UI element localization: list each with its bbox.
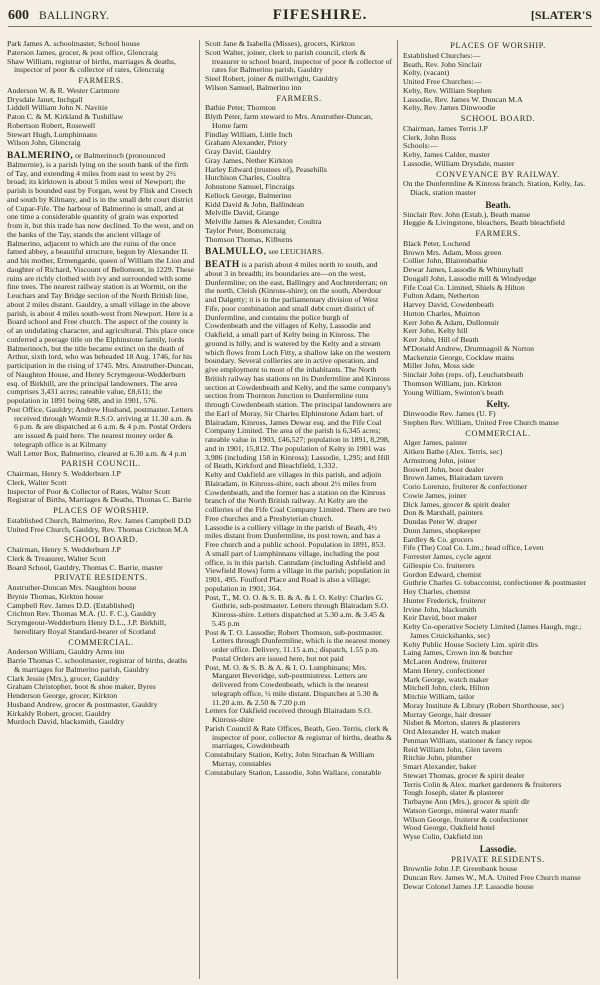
list-item: Board School, Gauldry, Thomas C. Barrie, master: [7, 562, 163, 572]
list-item: Kirkaldy Robert, grocer, Gauldry: [7, 708, 111, 718]
list-item: Mann Henry, confectioner: [403, 665, 485, 675]
list-item: M'Donald Andrew, Drumnagoil & Norton: [403, 343, 535, 353]
place-name: BEATH: [205, 260, 240, 270]
list-item: Brown Mrs. Adam, Moss green: [403, 247, 502, 257]
list-item: Thomson Thomas, Kilburns: [205, 234, 293, 244]
list-item: Park James A. schoolmaster, School house: [7, 40, 140, 48]
list-item: Robertson Robert, Rosewell: [7, 120, 96, 130]
place-name: BALMULLO,: [205, 247, 267, 258]
list-item: Dinwoodie Rev. James (U. F): [403, 409, 496, 418]
section-heading: PLACES OF WORSHIP.: [450, 41, 546, 50]
list-item: Corio Lorenzo, fruiterer & confectioner: [403, 482, 528, 491]
list-item: Terris Colin & Alex. market gardeners & fruiterers: [403, 779, 562, 789]
list-item: Kidd David & John, Ballindean: [205, 199, 304, 209]
list-item: Reid William John, Glen tavern: [403, 744, 502, 754]
worship-list: [403, 52, 593, 113]
list-item: Thomson William, jun. Kirkton: [403, 378, 502, 388]
list-item: Findlay William, Little Inch: [205, 129, 293, 139]
list-item: Gillespie Co. fruiterers: [403, 560, 475, 570]
worship-list: [7, 517, 195, 535]
balmullo-cross-reference: [205, 248, 393, 257]
list-item: Gray David, Gauldry: [205, 147, 272, 156]
list-item: Clerk, Walter Scott: [7, 477, 67, 487]
list-item: Husband Andrew, grocer & postmaster, Gauldry: [7, 699, 158, 709]
list-item: Harley Edward (trustees of), Peasehills: [205, 164, 327, 174]
list-item: McLaren Andrew, fruiterer: [403, 657, 488, 666]
list-item: Laing James, Crown inn & butcher: [403, 648, 513, 658]
list-item: Kerr John, Hill of Beath: [403, 335, 479, 344]
list-item: Drysdale Janet, Inchgall: [7, 94, 83, 104]
list-item: Scott Walter, joiner, clerk to parish council, clerk & treasurer to school board, inspector of poor & collector of rates for Balmerino parish, Gauldry: [205, 47, 393, 75]
list-item: Graham Christopher, boot & shoe maker, Byres: [7, 682, 156, 692]
lassodie-private-list: [403, 865, 593, 891]
list-item: Kellock George, Balmerino: [205, 190, 292, 200]
list-item: Campbell Rev. James D.D. (Established): [7, 600, 135, 610]
page-number: 600: [8, 8, 29, 23]
list-item: Kelty, (vacant): [403, 68, 450, 78]
list-item: Kerr John & Adam, Dullomuir: [403, 317, 499, 327]
list-item: Chairman, James Terris J.P: [403, 123, 488, 133]
list-item: Post, M. O. & S. B. & A. & I. O. Lumphinans; Mrs. Margaret Beveridge, sub-postmistress. Letters are delivered from Cowdenbeath, which is the nearest telegraph office, ½ mile distant. Dispatches at 5.30 & 11.20 a.m. & 2.50 & 7.20 p.m: [205, 662, 379, 707]
list-item: Turbayne Ann (Mrs.), grocer & spirit dlr: [403, 797, 530, 806]
section-heading: FARMERS.: [78, 76, 124, 85]
list-item: Wilson John, Glencraig: [7, 138, 81, 148]
list-item: Constabulary Station, Lassodie, John Wallace, constable: [205, 767, 381, 777]
list-item: Kelty, Rev. James Dinwoodie: [403, 103, 496, 113]
column-2: [205, 40, 393, 979]
header-left: [8, 6, 109, 24]
list-item: Tough Joseph, slater & plasterer: [403, 788, 504, 798]
wall-letter-box-entry: Wall Letter Box, Balmerino, cleared at 6.30 a.m. & 4 p.m: [7, 448, 187, 458]
list-item: Penman William, stationer & fancy repos: [403, 735, 533, 745]
list-item: Barrie Thomas C. schoolmaster, registrar of births, deaths & marriages for Balmerino parish, Gauldry: [7, 656, 188, 674]
list-item: Young William, Swinton's beath: [403, 387, 504, 397]
list-item: Paton C. & M. Kirkland & Tushillaw: [7, 112, 124, 121]
list-item: Blyth Peter, farm steward to Mrs. Anstruther-Duncan, Home farm: [205, 112, 373, 130]
farmers-list: [403, 240, 593, 398]
beath-description: [205, 261, 393, 471]
list-item: Fulton Adam, Netherton: [403, 291, 480, 301]
commercial-list: [7, 648, 195, 727]
list-item: Harvey David, Cowdenbeath: [403, 300, 494, 309]
private-residents-list: [7, 584, 195, 637]
list-item: Boswell John, boot dealer: [403, 464, 484, 474]
list-item: Johnstone Samuel, Fincraigs: [205, 182, 295, 191]
kelty-paragraph: Kelty and Oakfield are villages in this parish, and adjoin Blairadam, in Kinross-shire, each about 2½ miles from Cowdenbeath, and the former has a station on the Kinross branch of the North British railway. At Kelty are the collieries of the Fife Coal Company Limited. There are two Free churches and a Presbyterian church.: [205, 470, 391, 523]
list-item: Clerk, John Ross: [403, 132, 457, 142]
list-item: Chairman, Henry S. Wedderburn J.P: [7, 545, 121, 554]
school-board-list: [7, 546, 195, 572]
list-item: Post & T. O. Lassodie; Robert Thomson, sub-postmaster. Letters through Dunfermline, which is the nearest money order office. Delivery, 11.15 a.m.; dispatch, 1.55 p.m. Postal Orders are issued here, but not paid: [205, 627, 391, 663]
list-item: Murdoch David, blacksmith, Gauldry: [7, 717, 125, 727]
list-item: Melville James & Alexander, Coultra: [205, 217, 322, 226]
column-1: [7, 40, 195, 979]
list-item: Mark George, watch maker: [403, 674, 489, 684]
list-item: Stewart Thomas, grocer & spirit dealer: [403, 770, 525, 780]
list-item: Forrester James, cycle agent: [403, 552, 492, 561]
list-item: Mackenzie George, Cocklaw mains: [403, 352, 515, 362]
farmers-list: [7, 87, 195, 148]
list-item: Guthrie Charles G. tobacconist, confectioner & postmaster: [403, 578, 587, 588]
list-item: Brynie Thomas, Kirkton house: [7, 591, 104, 601]
list-item: Hutton Charles, Muirton: [403, 308, 480, 318]
list-item: Paterson James, grocer, & post office, Glencraig: [7, 47, 158, 57]
column-3: [403, 40, 593, 979]
list-item: Crichton Rev. Thomas M.A. (U. F. C.), Gauldry: [7, 609, 157, 619]
balmerino-description: [7, 152, 195, 406]
list-item: Black Peter, Lochend: [403, 238, 471, 248]
list-item: Lassodie, Rev. James W. Duncan M.A: [403, 94, 523, 104]
school-board-list: [403, 125, 593, 169]
list-item: Eardley & Co. grocers: [403, 534, 474, 544]
list-item: Armstrong John, joiner: [403, 455, 476, 465]
list-item: Fife Coal Co. Limited, Shiels & Hilton: [403, 282, 525, 292]
list-item: Stephen Rev. William, United Free Church manse: [403, 417, 559, 427]
ballingry-tail-list: [7, 40, 195, 75]
header-publisher: [SLATER'S: [530, 8, 592, 22]
list-item: Sinclair John (reps. of), Leuchatsbeath: [403, 370, 524, 379]
section-heading: FARMERS.: [276, 93, 322, 103]
locality-heading: Lassodie.: [479, 843, 517, 854]
list-item: Cowie James, joiner: [403, 490, 467, 500]
list-item: Taylor Peter, Bottomcraig: [205, 225, 286, 235]
list-item: Wilson George, fruiterer & confectioner: [403, 814, 529, 824]
page-header: [8, 6, 592, 27]
beath-list: [403, 211, 593, 229]
list-item: Inspector of Poor & Collector of Rates, Walter Scott: [7, 486, 171, 496]
list-item: Wood George, Oakfield hotel: [403, 823, 495, 833]
list-item: United Free Church, Gauldry, Rev. Thomas Crichton M.A: [7, 524, 189, 534]
list-item: Beath, Rev. John Sinclair: [403, 59, 482, 69]
list-item: Liddell William John N. Navitie: [7, 103, 108, 113]
list-item: Sinclair Rev. John (Estab.), Beath manse: [403, 209, 531, 219]
place-text: or Balmerinoch (pronounced Balmernie), is a parish lying on the south bank of the firth of Tay, and extending 4 miles from east to west by 2½ broad; its kirktown is about 5 miles west of Newport; the parish is bounded east by Forgan, west by Flisk and Creech and south by Kilmany, and is in the small debt court district of Cupar-Fife. The harbour of Balmerino is small, and at one time a considerable quantity of grain was exported from it, but this trade has now declined. To the west, and on the banks of the Tay, stands the ancient village of Balmerino, adjacent to which are the ruins of the once famed abbey, a beautiful structure, begun by Alexander II. and his mother, Ermengarde, queen of William the Lion and daughter of Richard, Viscount of Bellomont, in 1229. These ruins are richly clothed with ivy and surrounded with some fine trees. The nearest railway station is at Wormit, on the Leuchars and Tay Bridge section of the North British line, about 2 miles distant. Gauldry, a small village in the above parish, is about 4 miles south-west from Newport. Here is a Board school and Free church. The aspect of the county is of an undulating character, and agricultural. This place once conferred a peerage title on the Elphinstone family, lords Balmerinoch, but the title became extinct on the death of Arthur, sixth lord, who was beheaded 18 Aug. 1746, for his participation in the rising of 1745. Mrs. Anstruther-Duncan, of Naughton House, and Henry Scrymgeour-Wedderburn esq. of Birkhill, are the principal landowners. The area comprises 3,431 acres; rateable value, £8,611; the population in 1891 being 688, and in 1901, 576.: [7, 151, 195, 405]
list-item: Kerr John, Kelty hill: [403, 326, 468, 336]
column-rule-1: [199, 40, 200, 979]
list-item: Collier John, Blairenbathie: [403, 256, 488, 266]
list-item: Moray Institute & Library (Robert Shorthouse, sec): [403, 700, 564, 710]
post-office-entry: Post Office, Gauldry; Andrew Husband, postmaster. Letters received through Wormit R.S.O. arriving at 11.30 a.m. & 6 p.m. & are dispatched at 6 a.m. & 4 p.m. Postal Orders are issued & paid here. The nearest money order & telegraph office is at Kilmany: [7, 404, 193, 449]
list-item: Gray James, Nether Kirkton: [205, 155, 293, 165]
locality-heading: Beath.: [485, 199, 511, 210]
list-item: Smart Alexander, baker: [403, 762, 477, 771]
place-text: see LEUCHARS.: [268, 247, 324, 257]
list-item: Chairman, Henry S. Wedderburn J.P: [7, 469, 121, 478]
locality-heading: Kelty.: [486, 399, 510, 410]
list-item: Miller John, Moss side: [403, 361, 475, 371]
list-item: Parish Council & Rate Offices, Beath, Geo. Terris, clerk & inspector of poor, collector & registrar of births, deaths & marriages, Cowdenbeath: [205, 723, 393, 751]
list-item: Scrymgeour-Wedderburn Henry D.L., J.P. Birkhill, hereditary Royal Standard-bearer of Scotland: [7, 618, 167, 636]
list-item: Established Church, Balmerino, Rev. James Campbell D.D: [7, 515, 191, 525]
list-item: Wilson Samuel, Balmerino inn: [205, 82, 302, 92]
list-item: Brown James, Blairadam tavern: [403, 473, 504, 483]
header-place: BALLINGRY.: [39, 10, 110, 22]
conveyance-entry: On the Dunfermline & Kinross branch. Station, Kelty, Jas. Diack, station master: [403, 179, 586, 197]
list-item: Clark Jessie (Mrs.), grocer, Gauldry: [7, 673, 120, 683]
place-text: is a parish about 4 miles north to south, and about 3 in breadth; its boundaries are—on the west, Dunfermline; on the east, Ballingry and Auchterderran; on the north, Cleish (Kinross-shire); on the south, Aberdour and Dalgetty; it is in the parliamentary division of West Fife, poor combination and small debt court district of Dunfermline, and contains the police burgh of Cowdenbeath and the villages of Kelty, Lassodie and Oakfield, a small part of Kelty being in Kinross. The ground is hilly, and is watered by the Kelty and a stream which flows from Loch Fitty, a shallow lake on the western boundary. Several collieries are in active operation, and give employment to most of the inhabitants. The North British railway has stations on its Dunfermline and Kinross section at Cowdenbeath and Kelty, and the same company's section from Thornton Junction to Dunfermline runs through Cowdenbeath station. The principal landowners are the Earl of Moray, Sir Charles Elphinstone Adam bart. of Blairadam, Kinross, James Dewar esq. and the Fife Coal Company Limited. The area of the parish is 6,345 acres; rateable value in 1903, £46,527; population in 1891, 8,298, and in 1901, 15,812. The population of Kelty in 1901 was 3,986 (including 158 in Kinross); Lassodie, 1,295; and Hill of Beath, Kirkford and Bleachfield, 1,332.: [205, 260, 392, 471]
list-item: Dewar Colonel James J.P. Lassodie house: [403, 881, 534, 891]
list-item: Mitchie William, tailor: [403, 692, 475, 701]
kelty-clergy-list: [403, 410, 593, 428]
list-item: Alger James, painter: [403, 438, 468, 448]
list-item: Keir David, boot maker: [403, 613, 478, 623]
list-item: Hoy Charles, chemist: [403, 587, 471, 596]
header-county: FIFESHIRE.: [272, 7, 368, 23]
list-item: Scott Jane & Isabella (Misses), grocers, Kirkton: [205, 40, 355, 48]
list-item: Kelty, James Calder, master: [403, 150, 490, 159]
list-item: Dick James, grocer & spirit dealer: [403, 499, 510, 509]
list-item: Shaw William, registrar of births, marriages & deaths, inspector of poor & collector of rates, Glencraig: [7, 56, 176, 75]
list-item: Graham Alexander, Priory: [205, 138, 288, 148]
list-item: Anderson William, Gauldry Arms inn: [7, 647, 125, 657]
list-item: Letters for Oakfield received through Blairadam S.O. Kinross-shire: [205, 706, 372, 724]
list-item: Duncan Rev. James W., M.A. United Free Church manse: [403, 873, 581, 882]
list-item: Wyse Colin, Oakfield inn: [403, 832, 483, 841]
list-item: Gordon Edward, chemist: [403, 569, 482, 579]
list-item: Don & Marshall, painters: [403, 508, 483, 518]
list-item: Ritchie John, plumber: [403, 753, 473, 763]
list-item: Kelty, Rev. William Stephen: [403, 85, 492, 95]
place-name: BALMERINO,: [7, 151, 74, 161]
column-rule-2: [397, 40, 398, 979]
list-item: Ord Alexander H. watch maker: [403, 727, 501, 736]
lassodie-paragraph: Lassodie is a colliery village in the parish of Beath, 4½ miles distant from Dunfermline, its post town, and has a Free church and a public school. Population in 1891, 853.: [205, 522, 386, 549]
list-item: Dougall John, Lassodie mill & Windyedge: [403, 273, 537, 283]
list-item: Watson George, mineral water manfr: [403, 805, 519, 815]
list-item: Murray George, hair dresser: [403, 709, 492, 719]
section-heading: PRIVATE RESIDENTS.: [54, 573, 148, 583]
list-item: Dewar James, Lassodie & Whinnyhall: [403, 265, 524, 274]
list-item: Established Churches:—: [403, 50, 481, 60]
list-item: Post, T., M. O. O. & S. B. & A. & I. O. Kelty: Charles G. Guthrie, sub-postmaster. Letters through Blairadam S.O. Kinross-shire. Letters dispatched at 5.30 a.m. & 3.45 & 5.45 p.m: [205, 592, 389, 628]
list-item: Constabulary Station, Kelty, John Strachan & William Murray, constables: [205, 750, 375, 768]
list-item: Anstruther-Duncan Mrs. Naughton house: [7, 583, 137, 592]
section-heading: SCHOOL BOARD.: [63, 535, 139, 545]
section-heading: CONVEYANCE BY RAILWAY.: [436, 169, 560, 179]
section-heading: PARISH COUNCIL.: [61, 459, 141, 469]
list-item: Steel Robert, joiner & millwright, Gauldry: [205, 74, 339, 83]
list-item: Mitchell John, clerk, Hilton: [403, 683, 490, 693]
farmers-list: [205, 104, 393, 244]
list-item: Irvine John, blacksmith: [403, 604, 477, 614]
commercial-list: [403, 439, 593, 842]
section-heading: COMMERCIAL.: [465, 428, 531, 438]
list-item: Stewart Hugh, Lumphinnans: [7, 129, 97, 139]
section-heading: SCHOOL BOARD.: [460, 114, 536, 123]
list-item: United Free Churches:—: [403, 77, 482, 86]
list-item: Hunter Frederick, fruiterer: [403, 595, 486, 605]
list-item: Hutchison Charles, Coultra: [205, 173, 291, 183]
list-item: Registrar of Births, Marriages & Deaths, Thomas C. Barrie: [7, 495, 192, 505]
list-item: Fife (The) Coal Co. Lim.; head office, Leven: [403, 543, 544, 553]
list-item: Melville David, Grange: [205, 208, 280, 218]
section-heading: COMMERCIAL.: [68, 637, 134, 647]
parish-council-list: [7, 470, 195, 505]
list-item: Kelty Public House Society Lim. spirit dlrs: [403, 639, 538, 649]
list-item: Aitken Bathe (Alex. Terris, sec): [403, 447, 503, 456]
list-item: Brownlie John J.P. Greenbank house: [403, 864, 518, 874]
list-item: Anderson W. & R. Wester Cartmore: [7, 85, 120, 95]
list-item: Dunn James, shopkeeper: [403, 525, 481, 535]
list-item: Dundas Peter W. draper: [403, 517, 478, 526]
section-heading: FARMERS.: [475, 229, 521, 238]
lumphinnans-paragraph: A small part of Lumphinnans village, including the post office, is in this parish. Cantsdam (including Ashfield and Viewfield Rows) form a village in the parish; population in 1901, 495. Foulford Place and Road is also a village; population in 1901, 364.: [205, 548, 390, 593]
list-item: Schools:—: [403, 141, 438, 151]
list-item: Henderson George, grocer, Kirkton: [7, 691, 118, 700]
list-item: Kelty Co-operative Society Limited (James Haugh, mgr.; James Cruickshanks, sec): [403, 622, 582, 640]
list-item: Lassodie, William Drysdale, master: [403, 158, 515, 168]
section-heading: PLACES OF WORSHIP.: [53, 506, 149, 515]
list-item: Bathie Peter, Thornton: [205, 103, 276, 113]
list-item: Heggie & Livingstone, bleachers, Beath bleachfield: [403, 218, 565, 228]
section-heading: PRIVATE RESIDENTS.: [451, 854, 545, 864]
list-item: Nisbet & Morton, slaters & plasterers: [403, 718, 521, 728]
balmerino-tail-list: [205, 40, 393, 93]
postal-list: [205, 594, 393, 778]
list-item: Clerk & Treasurer, Walter Scott: [7, 553, 106, 563]
